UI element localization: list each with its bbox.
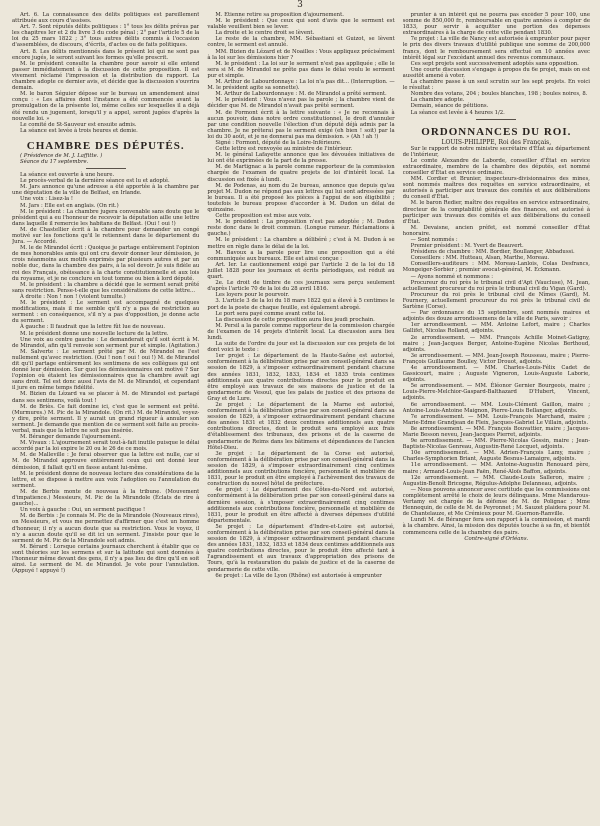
paragraph: M. Arthur de Labourdonnaye : La loi n'a pas dit... (Interruption. — M. le président agite sa sonnette). [207, 79, 395, 92]
paragraph: 4e projet : Le département des Côtes-du-Nord est autorisé, conformément à la délibération prise par son conseil-général dans sa dernière session, à s'imposer extraordinairement cinq centimes additionnels aux contributions foncière, personnelle et mobilière de 1831, pour le produit en être affecté à diverses dépenses d'utilité départementale. [207, 487, 395, 524]
right-text-top [403, 12, 590, 116]
paragraph: Art. Ier. Le cautionnement exigé par l'article 2 de la loi du 18 juillet 1828 pour les journaux et écrits périodiques, est réduit au quart. [207, 261, 395, 281]
paragraph: 6e projet : La ville de Lyon (Rhône) est autorisée à emprunter [215, 572, 382, 579]
paragraph: Les loyers pour le pourvoir. [215, 292, 290, 299]
page-number: 3 [297, 0, 303, 10]
paragraph: Le comte Alexandre de Laborde, conseiller d'État en service extraordinaire, membre de la chambre des députés, est nommé conseiller d'État en service ordinaire. [402, 157, 590, 176]
paragraph: 11e arrondissement. — MM. Antoine-Augustin Renouard père, maire ; Armand-Louis-Jean Faën, René-Aloïs Baffon, adjoints. [402, 462, 590, 475]
paragraph: Le reste de la chambre, MM. Sébastiani et Guizot, se lèvent contre, le serment est annulé. [207, 36, 395, 49]
paragraph: M. de Briès. Ce fait domine ici, c'est que le serment est prêté. (Murmures.) M. Pic de la Mirandole. (On rit.) M. de Mirandol, voyez-y dire, prête serment. Il y aurait un grand rigueur à annuler son serment. Je demande que mention de ce serment soit faite au procès-verbal, mais que la lettre ne soit pas insérée. [12, 403, 200, 434]
column-middle [207, 12, 394, 826]
paragraph: Conseillers : MM. Hutteau, Alsan, Marthe, Moreau. [410, 255, 550, 262]
paragraph: 9e arrondissement. — MM. Pierre-Nicolas Gossin, maire ; Jean-Baptiste-Nicolas Genreau, Augustin-René Locquet, adjoints. [402, 438, 590, 451]
column-right [403, 12, 590, 826]
paragraph: La discussion de cette proposition aura lieu jeudi prochain. [215, 316, 375, 323]
paragraph: M. Salverte : Le serment prêté par M. de Mirandol ne l'est nullement qu'avec restriction. (Oui ! non ! oui ! oui !) M. de Mirandol dit qu'il partage entièrement les sentimens de ses collègues qui ont donné leur démission. Sur quoi les démissionnaires ont motivé ? Sur l'opinion où étaient les démissionnaires que la chambre avait agi sans droit. Tel est donc aussi l'avis de M. de Mirandol, et cependant il jure en même temps fidélité. [12, 348, 200, 392]
paragraph: — Nous pouvons annoncer avec certitude que les commissions ont complètement arrêté le choix de leurs délinquans. Mme Mandarous-Vertamy est chargée de la défense de M. de Polignac ; Mme Hennequin, de celle de M. de Peyronnet ; M. Sauzet plaidera pour M. de Chantelauze, et Me Crémieux pour M. Guernon-Ranville. [402, 486, 590, 518]
divider [86, 168, 126, 169]
paragraph: M. de Martignac a la parole comme rapporteur de la commission chargée de l'examen de quatre projets de loi d'intérêt local. La discussion est fixée à lundi. [207, 164, 395, 183]
paragraph: M. le président donne une nouvelle lecture de la lettre. [20, 330, 169, 337]
paragraph: Présidens de chambre : MM. Bordier, Boullanger, Abbadussi. [410, 249, 575, 256]
paragraph: M. le président donne de nouveau lecture des considérations de la lettre, et se dispose à mettre aux voix l'adoption ou l'annulation du serment. [12, 470, 200, 489]
paragraph: Conseillers-auditeurs : MM. Moreau-Lanlois, Colas Desfrancs, Mongeiger-Sorbier ; premier avocat-général, M. Eckmann. [402, 261, 590, 274]
paragraph: 12e arrondissement. — MM. Claude-Louis Salleron, maire ; Augustin-Benoît Bricogne, Régulus-Adolphe Delanneau, adjoints. [402, 474, 590, 487]
paragraph: 5e projet : Le département d'Indre-et-Loire est autorisé, conformément à la délibération prise par son conseil-général dans la session de 1829, à s'imposer extraordinairement pendant chacune des années 1831, 1832, 1833 et 1834 deux centimes additionnels aux quatre contributions directes, pour le produit être affecté tant à l'agrandissement et aux travaux d'appropriation des prisons de Tours, qu'à la restauration du palais de justice et de la caserne de gendarmerie de cette ville. [207, 523, 395, 573]
right-text-ordinances [403, 146, 590, 536]
paragraph: M. le président : La loi sur le serment n'est pas appliquée ; elle le sera si M. de Mirandol ne prête pas dans le délai voulu le serment pur et simple. [207, 60, 395, 79]
paragraph: 3e projet : Le département de la Corse est autorisé, conformément à la délibération prise par son conseil-général dans la session de 1829, à s'imposer extraordinairement cinq centimes additionnels aux contributions foncière, personnelle et mobilière de 1831, pour le produit en être employé à l'achèvement des travaux de construction du nouvel hôtel de préfecture. [207, 450, 395, 488]
paragraph: M. le président : Vous n'avez pas la parole ; la chambre vient de décider que M. de Mirandol n'avait pas prêté serment. [207, 97, 395, 110]
paragraph: Procureur du roi près le tribunal civil d'Apt (Vaucluse), M. Jean, actuellement procureur du roi près le tribunal civil du Vigan (Gard). [402, 279, 590, 292]
paragraph: La séance est levée à 4 heures 1/2. [410, 109, 505, 116]
paragraph: 6e arrondissement. — MM. Louis-Clément Gaillon, maire ; Antoine-Louis-Antoine Maignon, Pierre-Louis Bellanger, adjoints. [402, 401, 590, 414]
paragraph: M. de Podenas, au nom du 2e bureau, annonce que depuis qu'au projet M. Dudon ne répond pas aux lettres qui lui sont adressées par le bureau. Il a été proposé les pièces à l'appui de son éligibilité ; toutefois le bureau propose d'accorder à M. Dudon un délai de quinzaine. [207, 182, 395, 213]
paragraph: M. de Berbis : Je connais M. Pic de la Mirandole (Nouveaux rires), on Messieurs, et vous me permettez d'affirmer que c'est un homme d'honneur, il n'y a aucun doute que sa restriction. Vous le voyez, il n'y a aucun doute qu'il se dit ici un serment. J'insiste pour que le serment de M. Pic de la Mirandole soit admis. [12, 513, 200, 544]
paragraph: M. Vivaux : L'ajournement serait tout-à-fait inutile puisque le délai accordé par la loi expire le 20 ou le 26 de ce mois. [12, 440, 200, 453]
paragraph: M. le général Lafayette annonce que les dévouées initiatives de lui ont été exprimées de la part de la presse. [207, 152, 395, 165]
paragraph: M. Devaisne, ancien préfet, est nommé conseiller d'État honoraire. [402, 224, 590, 237]
paragraph: M. de Berbis monte de nouveau à la tribune. (Mouvement d'impatience.) Messieurs, M. Pic de la Mirandole (Éclats de rire à gauche)... [12, 488, 200, 508]
paragraph: 2e. Le droit de timbre de ces journaux sera perçu seulement d'après l'article 70 de la loi du 28 avril 1816. [207, 280, 395, 293]
left-text-top [12, 12, 199, 134]
paragraph: MM. Cordier et Brunier, inspecteurs-divisionnaires des mines, sont nommés maîtres des requêtes en service extraordinaire, et autorisés à participer aux travaux des comités et aux délibérations du conseil d'État. [402, 176, 590, 201]
paragraph: La droite et le centre droit se lèvent. [215, 30, 315, 37]
paragraph: M. de Malleville : Je ferai observer que la lettre est nulle, car si M. de Mirandol approuve entièrement ceux qui ont donné leur démission, il fallait qu'il en fasse autant lui-même. [12, 452, 200, 471]
paragraph: Premier président : M. Yvert de Beauvert. [410, 243, 524, 250]
paragraph: M. Persil a la parole comme rapporteur de la commission chargée de l'examen de 14 projets d'intérêt local. La discussion aura lieu lundi. [207, 322, 395, 341]
column-left [12, 12, 199, 826]
paragraph: M. le de Mirandol écrit : Quoique je partage entièrement l'opinion de mes honorables amis qui ont cru devoir donner leur démission, je crois néanmoins aux motifs exprimés par plusieurs autres et par un noble duc, dans la chambre des pairs, à la sol devoir. Je suis fidèle au roi des Français, obéissance à la charte constitutionnelle et aux lois du royaume, et je ne conclure en tout tomme ou bien à lord député. [12, 245, 200, 282]
paragraph: Cette proposition est mise aux voix. [215, 213, 312, 220]
paragraph: — Par ordonnance du 15 septembre, sont nommés maires et adjoints des douze arrondissemens de la ville de Paris, savoir : [402, 310, 590, 323]
paragraph: Ces sept projets sont successivement adoptés sans opposition. [410, 60, 579, 67]
chamber-title: CHAMBRE DES DÉPUTÉS. [26, 139, 185, 152]
middle-text [207, 12, 394, 579]
paragraph: 7e arrondissement. — MM. Louis-François Marchand, maire ; Marie-Edme Grandjean de Fleix, Jacques-Gabriel Le Villain, adjoints. [402, 413, 590, 426]
paragraph: Le comité de St-Sauveur est ensuite admis. [20, 121, 137, 128]
paragraph: Nombre des votans, 204 ; boules blanches, 198 ; boules noires, 8. [410, 91, 588, 98]
paragraph: Le procès-verbal de la dernière séance est lu et adopté. [20, 178, 170, 185]
paragraph: Procureur du roi près le tribunal civil de Nîmes (Gard), M. Fournery, actuellement procureur du roi près le tribunal civil de Sartène (Corse). [402, 291, 590, 311]
paragraph: Une voix : Lisez-la ! [20, 196, 74, 203]
divider [476, 119, 516, 120]
paragraph: 4e arrondissement. — MM. Charles-Louis-Félix Cadet de Gassicourt, maire ; Auguste Vigneron, Louis-Auguste Laborie, adjoints. [402, 364, 590, 384]
paragraph: 3. L'article 3 de la loi du 18 mars 1822 qui a élevé à 5 centimes le port de la poste de chaque feuille, est également abrogé. [207, 298, 395, 311]
ordinances-heading: LOUIS-PHILIPPE, Roi des Français, [441, 138, 552, 146]
paragraph: M. Béranger demande l'ajournement. [20, 434, 121, 441]
paragraph: Une courte discussion s'engage à propos du 6e projet, mais on est aussitôt amené à voter. [402, 66, 590, 79]
paragraph: M. de Chastellier écrit à la chambre pour demander un congé motivé sur les fonctions qu'il le retiennent dans le département du Jura. — Accordé. [12, 226, 200, 246]
ordinances-counter: Contre-signé d'Orléans. [464, 535, 529, 542]
ordinances-title: ORDONNANCES DU ROI. [421, 125, 572, 138]
paragraph: Une voix au centre gauche : Le demanderait qu'il soit écrit à M. de Mirandol, afin qu'il renvoie son serment pur et simple. (Agitation.) [12, 336, 200, 349]
paragraph: M. Jars annonce qu'une adresse a été apportée à la chambre par une députation de la ville de Belfast, en Irlande. [12, 184, 200, 197]
paragraph: La séance est ouverte à une heure. [20, 172, 115, 179]
paragraph: M. Jars : Elle est en anglais. (On rit.) [20, 202, 119, 209]
paragraph: Cette lettre est renvoyée au ministre de l'intérieur. [215, 146, 353, 153]
paragraph: Art. 6. La connaissance des délits politiques est pareillement attribuée aux cours d'assises. [12, 12, 200, 25]
paragraph: M. le président : la chambre a décidé que le serment serait prêté sans restriction. Pense-t-elle que les considérations de cette lettre... [12, 281, 200, 294]
paragraph: Art. 7. Sont réputés délits politiques : 1° tous les délits prévus par les chapitres Ier et 2 du livre 3 du code pénal ; 2° par l'article 5 de la loi du 25 mars 1822 ; 3° tous autres délits commis à l'occasion d'assemblées, de discours, d'écrits, d'actes ou de faits politiques. [12, 24, 200, 49]
paragraph: M. le président : Le serment est accompagné de quelques modifications, mais il me semble qu'il n'y a pas de restriction au serment : en conséquence, s'il n'y a pas d'opposition, je donne acte du serment. [12, 300, 200, 325]
paragraph: prunter à un intérêt qui ne pourra pas excéder 5 pour 100, une somme de 850,000 fr., remboursable en quatre années à compter de 1833, pour servir à acquitter une portion des dépenses extraordinaires à la charge de cette ville pendant 1830. [402, 12, 590, 37]
paragraph: La chambre adopte. [410, 97, 465, 104]
paragraph: 1er arrondissement. — MM. Antoine Lefort, maire ; Charles Gallifet, Nicolas Rolland, adjoints. [402, 322, 590, 335]
paragraph: Lundi M. de Béranger fera son rapport à la commission, et mardi à la chambre. Ainsi, la mission des députés touche à sa fin, et bientôt commencera celle de la chambre des pairs. [402, 517, 590, 536]
paragraph: M. le baron Séguier dépose sur le bureau un amendement ainsi conçu : « Les affaires dont l'instance a été commencée avant la promulgation de la présente loi, même celles sur lesquelles il a déjà été rendu un jugement, lorsqu'il y a appel, seront jugées d'après la nouvelle loi. » [12, 91, 200, 122]
chamber-presidency: ( Présidence de M. J. Laffitte. ) [20, 152, 103, 159]
paragraph: Sur le rapport de notre ministre secrétaire d'État au département de l'intérieur, [402, 145, 590, 158]
paragraph: 2e arrondissement. — MM. François Achille Moinet-Gatigny, maire ; Jean-Jacques Berger, Antoine-Eugène Nicolas Berthoud, adjoints. [402, 334, 590, 353]
paragraph: M. Étienne retire sa proposition d'ajournement. [215, 12, 344, 18]
paragraph: M. le président : La chambre a délibéré ; c'est à M. Dudon à se mettre en règle dans le délai de la loi. [207, 237, 395, 250]
paragraph: M. Bérard : Lorsque certains journaux cherchent à établir que ce sont théories sur les sermens et sur la latitude qui sont données à l'honneur même devant des gens, il n'y a pas lieu de dire qu'il en soit ainsi. Le serment de M. de Mirandol. Je vote pour l'annulation. (Appuyé ! appuyé !) [12, 543, 200, 575]
paragraph: La chambre passe à un seul scrutin sur les sept projets. En voici le résultat : [402, 79, 590, 92]
paragraph: Un voix à gauche : Oui, un serment pacifique ! [20, 507, 146, 514]
paragraph: À gauche : Il faudrait que la lettre fût lue de nouveau. [20, 324, 166, 331]
paragraph: 1er projet : Le département de la Haute-Saône est autorisé, conformément à la délibération prise par son conseil-général dans sa session de 1829, à s'imposer extraordinairement pendant chacune des années 1831, 1832, 1833, 1834 et 1835 trois centimes additionnels aux quatre contributions directes pour le produit en être employé aux travaux de ses maisons de justice et de la gendarmerie de Vesoul, que les palais de justice et des prisons de Gray et de Lure. [207, 353, 395, 402]
paragraph: — Sont nommés : [410, 237, 458, 243]
chamber-session: Séance du 17 septembre. [20, 158, 89, 165]
paragraph: M. le président : La chambre jugera convenable sans doute que le président qui a eu l'honneur de recevoir la députation aille une lettre dans laquelle il remercie les habitans de Belfast. (Oui ! oui !) [12, 208, 200, 227]
left-text-bottom [12, 172, 199, 574]
paragraph: M. Bavoux a la parole pour lire une proposition qui a été communiquée aux bureaux. Elle est ainsi conçue : [207, 249, 395, 262]
paragraph: 2e projet : Le département de la Marne est autorisé, conformément à la délibération prise par son conseil-général dans sa session de 1829, à s'imposer extraordinairement pendant chacune des années 1831 et 1832 deux centimes additionnels aux quatre contributions directes, dont le produit sera employé aux frais d'établissement des tribunaux, des prisons et de la caserne de gendarmerie de Reims dans les bâtimens et dépendances de l'ancien Hôtel-Dieu. [207, 402, 395, 451]
paragraph: M. de Formont écrit à la lettre suivante : « Je ne reconnais à aucun pouvoir, dans notre ordre constitutionnel, le droit d'annuler par une condition nouvelle l'élection d'un député déjà admis par la chambre. Je ne prêterai pas le serment exigé (eh bien ! soit) par la loi du 30 août, et je ne donnerai pas ma démission. » (Ah ! ah !) [207, 109, 395, 140]
paragraph: Signé : Formont, député de la Loire-Inférieure. [215, 139, 342, 146]
paragraph: M. le président consulte la chambre pour savoir si elle entend passer immédiatement à la discussion de cette proposition. Il est vivement réclamé l'impression et la distribution du rapport. La chambre adopte ce dernier avis, et décide que la discussion s'ouvrira demain. [12, 60, 200, 92]
paragraph: Demain, séance de pétitions. [410, 103, 489, 110]
paragraph: 8e arrondissement. — MM. François Bouvattier, maire ; Jacques-Marie Besson neveu, Jean-Jacques Pierret, adjoints. [402, 425, 590, 438]
paragraph: À droite : Non ! non ! (violent tumulte.) [20, 293, 126, 300]
paragraph: M. Arthur de Labourdonnaye : M. de Mirandol a prêté serment. [215, 91, 387, 98]
paragraph: M. le président : Que ceux qui sont d'avis que le serment est valable veuillent bien se lever. [207, 18, 395, 31]
paragraph: 5e arrondissement. — MM. Éléonor Gernier Bourgeois, maire ; Louis-Pierre-Melchior-Gaspard-Balthazard D'Hubert, Vincent, adjoints. [402, 383, 590, 402]
paragraph: 7e projet : La ville de Nancy est autorisée à emprunter pour payer le prix des divers travaux d'utilité publique une somme de 200,000 francs, dont le remboursement sera effectué en 10 années avec intérêt légal sur l'excédant annuel des revenus communaux. [402, 36, 590, 61]
paragraph: 10e arrondissement. — MM. Adrien-François Lamy, maire ; Charles-Symphorien Briant, Auguste Besnus-Lamaigre, adjoints. [402, 450, 590, 463]
paragraph: MM. Bizien du Lézard et de Noailles : Vous appliquez précisément à la loi sur les démissions hier ? [207, 48, 395, 61]
paragraph: 3e arrondissement. — MM. Jean-Joseph Rousseau, maire ; Pierre-François Guillaume Boulley, Victor Drouot, adjoints. [402, 352, 590, 365]
paragraph: — Ayons nommé et nommons : [410, 273, 494, 280]
paragraph: Art. 8. Les délits mentionnés dans le présent loi qui ne sont pas encore jugés, le seront suivant les formes qu'elle prescrit. [12, 48, 200, 61]
paragraph: M. Bizien du Lézard va se placer à M. de Mirandol est partagé dans ses sentimens, voilà tout ! [12, 391, 200, 404]
paragraph: M. le baron Redier, maître des requêtes en service extraordinaire, directeur de la comptabilité générale des finances, est autorisé à participer aux travaux des comités et aux délibérations du conseil d'État. [402, 200, 590, 225]
paragraph: La suite de l'ordre du jour est la discussion sur ces projets de loi dont voici le texte : [207, 341, 395, 354]
paragraph: La séance est levée à trois heures et demie. [20, 127, 138, 134]
paragraph: Le port sera payé comme avant cette loi. [215, 310, 326, 317]
paragraph: M. le président : La proposition n'est pas adoptée ; M. Dudon reste donc dans le droit commun. (Longue rumeur. Réclamations à gauche.) [207, 219, 395, 238]
